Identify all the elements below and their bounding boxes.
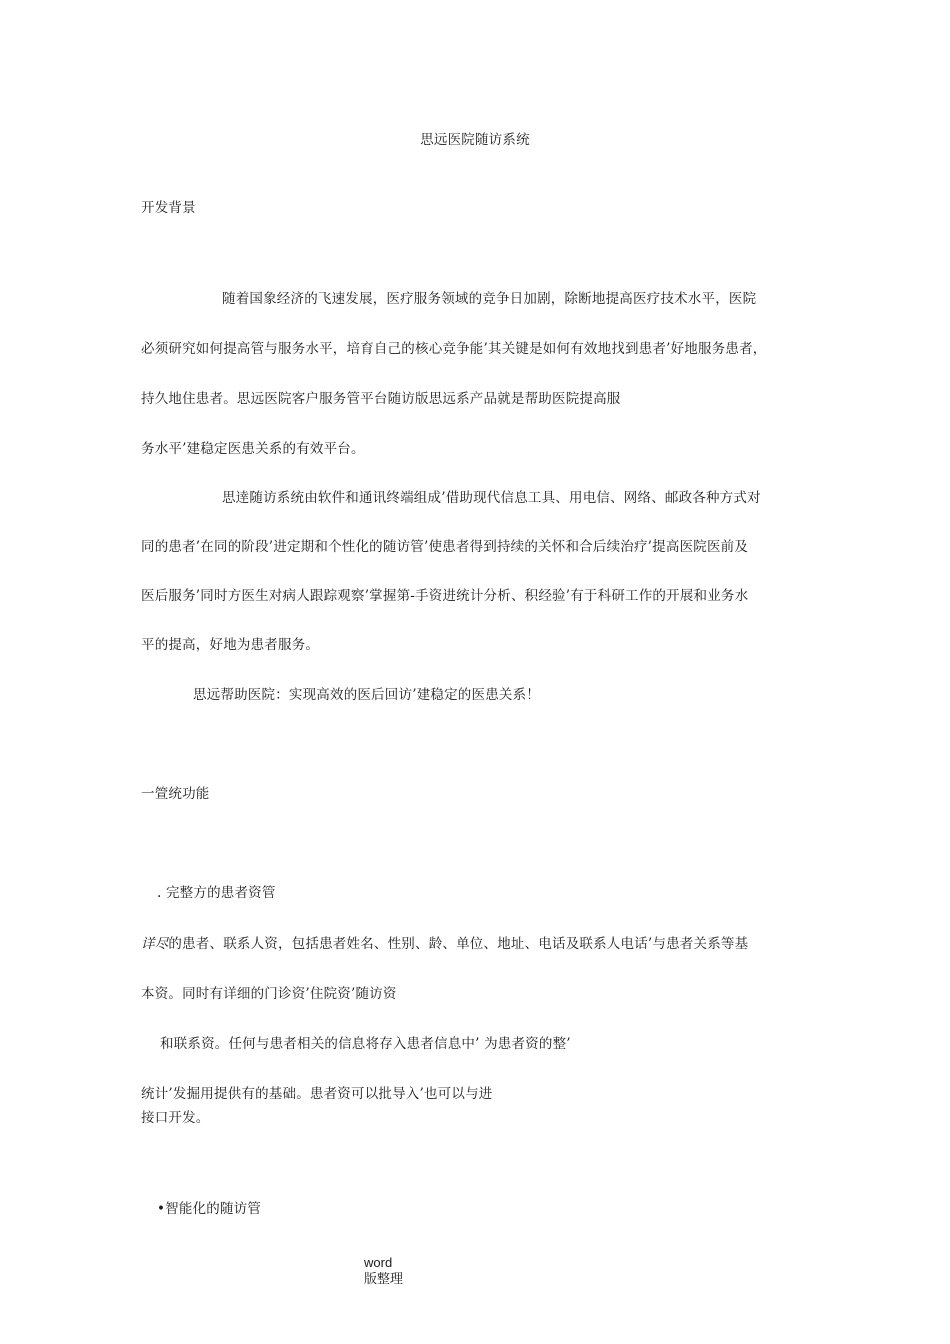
paragraph-line: 务水平’建稳定医患关系的有效平台。 bbox=[141, 441, 365, 457]
paragraph-line: 必须研究如何提高管与服务水平，培育自己的核心竞争能’其关键是如何有效地找到患者’好地服务患者， bbox=[141, 341, 767, 357]
paragraph-line: 统计’发掘用提供有的基础。患者资可以批导入’也可以与进 bbox=[141, 1086, 493, 1102]
paragraph-line: 医后服务’同时方医生对病人跟踪观察’掌握第-手资进统计分析、积经验’有于科研工作的开展和业务水 bbox=[141, 588, 749, 604]
section-heading-functions: 一箮统功能 bbox=[141, 786, 210, 802]
document-title: 思远医院随访系统 bbox=[420, 132, 530, 148]
footer-word-label: word bbox=[364, 1255, 393, 1270]
footer-sub-label: 版整理 bbox=[364, 1272, 404, 1287]
paragraph-line: 本资。同时有详细的门诊资’住院资’随访资 bbox=[141, 986, 397, 1002]
paragraph-line: 接口开发。 bbox=[141, 1110, 210, 1126]
paragraph-line: 思远帮助医院：实现高效的医后回访’建稳定的医患关系！ bbox=[193, 687, 540, 703]
paragraph-line bbox=[141, 935, 748, 953]
paragraph-line: 思逹随访系统由软件和通讯终端组成’借助现代信息工具、用电信、网络、邮政各种方式对 bbox=[222, 490, 761, 506]
paragraph-line: 随着国象经济的飞速发展，医疗服务领域的竞争日加剧，除断地提高医疗技术水平，医院 bbox=[222, 291, 757, 307]
paragraph-line-rest: 的患者、联系人资，包括患者姓名、性别、龄、单位、地址、电话及联系人电话’与患者关系等基 bbox=[168, 936, 749, 952]
paragraph-line: 同的患者’在同的阶段’进定期和个性化的随访管’使患者得到持续的关怀和合后续治疗’提高医院医前及 bbox=[141, 539, 749, 555]
item-heading: •智能化的随访管 bbox=[157, 1201, 262, 1217]
italic-lead-text: 详尽 bbox=[141, 936, 169, 952]
item-heading: . 完整方的患者资管 bbox=[157, 885, 276, 901]
section-heading-background: 开发背景 bbox=[141, 200, 196, 216]
paragraph-line: 持久地住患者。思远医院客户服务管平台随访版思远系产品就是帮助医院提高服 bbox=[141, 391, 621, 407]
paragraph-line: 和联系资。任何与患者相关的信息将存入患者信息中’ 为患者资的整’ bbox=[160, 1036, 571, 1052]
paragraph-line: 平的提高，好地为患者服务。 bbox=[141, 637, 320, 653]
